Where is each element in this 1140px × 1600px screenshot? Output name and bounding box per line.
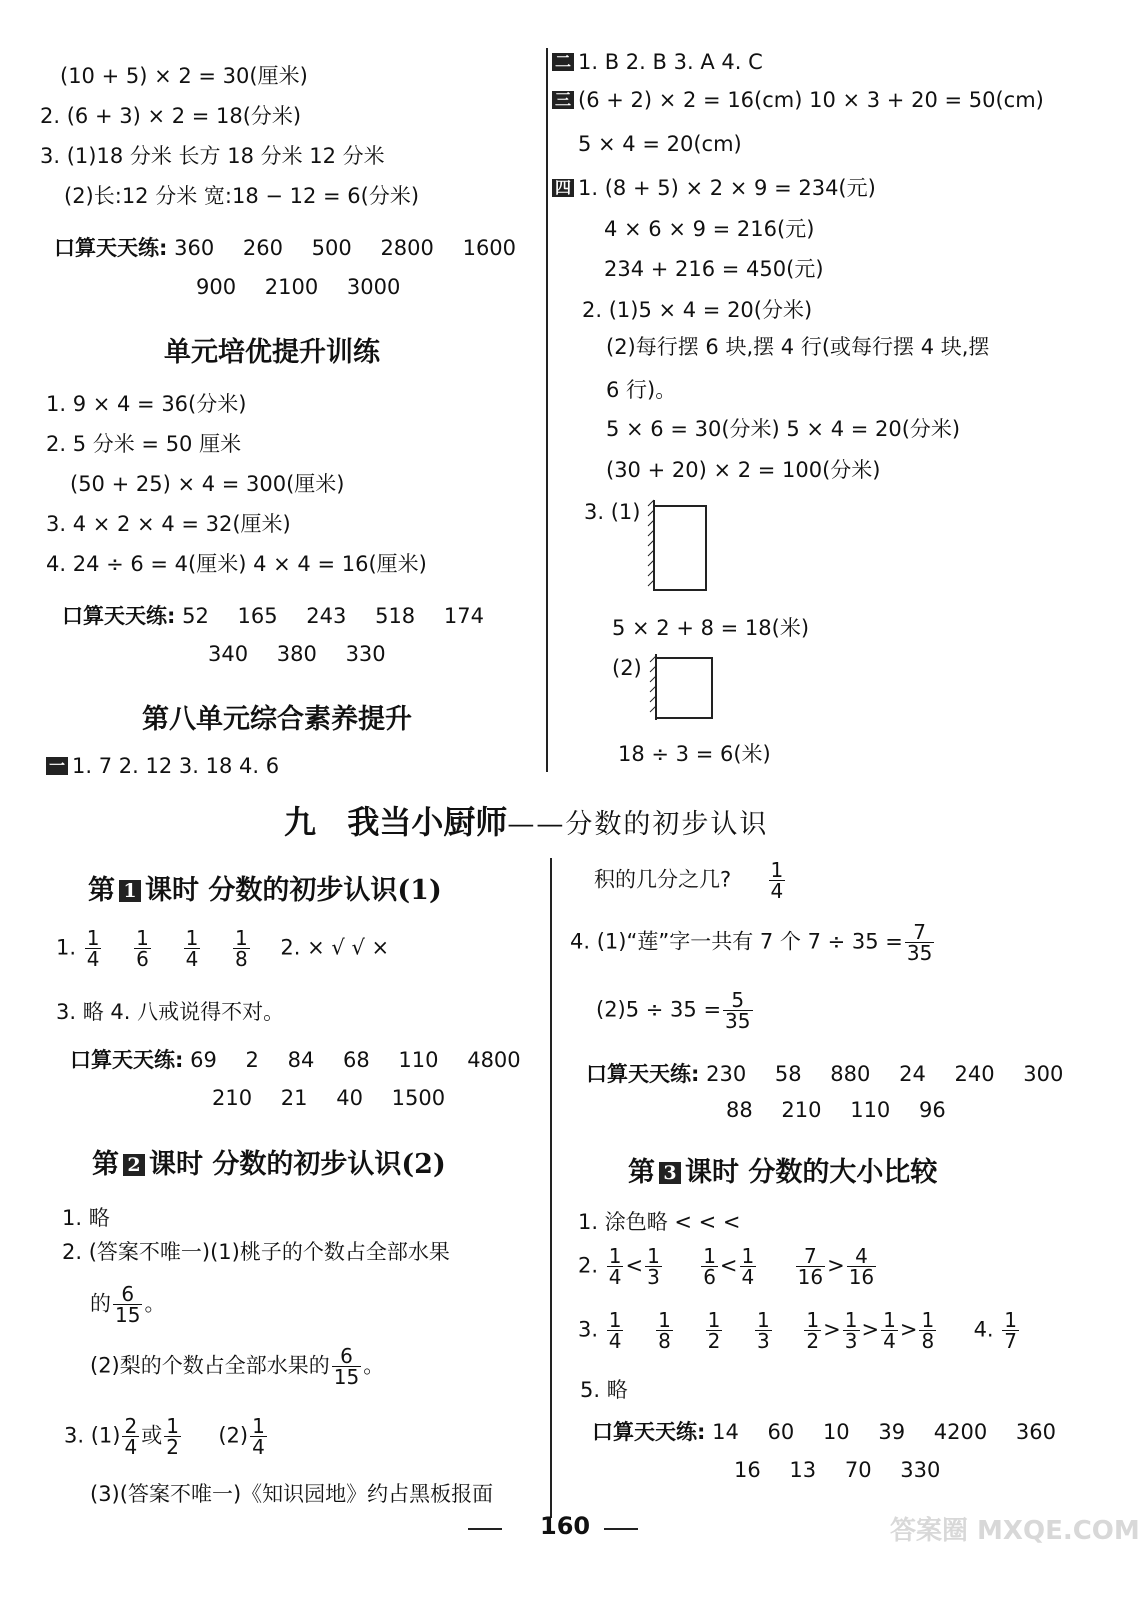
answer-text: (2) [218,1423,249,1448]
answer-line [552,88,1044,112]
answer-line: 4. 24 ÷ 6 = 4(厘米) 4 × 4 = 16(厘米) [46,552,427,576]
oral-practice-row [212,1086,445,1110]
answer-line: 1. 略 [62,1206,110,1230]
oral-practice-label: 口算天天练: [70,1048,184,1072]
oral-value: 2100 [264,275,319,299]
answer-text: 或 [141,1423,163,1448]
lesson-title-text: 第 [628,1157,655,1188]
oral-practice-row [208,642,386,666]
oral-value: 900 [196,275,237,299]
answer-line: 1. 9 × 4 = 36(分米) [46,392,247,416]
fraction: $\frac{1}{2}$ [707,1308,721,1353]
oral-practice-row [196,275,400,299]
fraction: $\frac{1}{4}$ [608,1244,622,1289]
oral-practice-label: 口算天天练: [592,1420,706,1444]
fraction: $\frac{1}{4}$ [252,1414,265,1459]
oral-value: 330 [900,1458,941,1482]
question-number: 2. [578,1253,599,1278]
oral-value: 210 [781,1098,822,1122]
answer-line: 3. (1)18 分米 长方 18 分米 12 分米 [40,144,385,168]
fraction: $\frac{1}{3}$ [757,1308,770,1353]
section-title: 单元培优提升训练 [164,337,380,368]
answer-line: (2)每行摆 6 块,摆 4 行(或每行摆 4 块,摆 [606,335,990,359]
comparison-sign: > [899,1317,918,1342]
lesson-title-text: 第 [88,875,115,906]
oral-practice-row [592,1416,1056,1446]
lesson-title [92,1142,446,1181]
comparison-sign: < [719,1253,738,1278]
square-diagram [642,652,722,724]
fraction: $\frac{1}{6}$ [136,926,149,971]
oral-practice-label: 口算天天练: [62,604,176,628]
answer-line: 5 × 2 + 8 = 18(米) [612,616,810,640]
answer-text: (6 + 2) × 2 = 16(cm) 10 × 3 + 20 = 50(cm) [578,88,1044,112]
answer-line: 6 行)。 [606,378,677,402]
answer-line: 3. (1) [584,500,641,524]
answer-line: (10 + 5) × 2 = 30(厘米) [60,64,308,88]
part-badge: 一 [46,757,68,775]
lesson-title-text: 课时 分数的初步认识(2) [149,1149,446,1180]
answer-line: 2. (答案不唯一)(1)桃子的个数占全部水果 [62,1240,450,1264]
answer-line [46,754,279,778]
fraction: $\frac{2}{4}$ [124,1414,138,1459]
unit-title [284,797,768,843]
unit-number: 九 [284,803,317,841]
oral-value: 110 [850,1098,891,1122]
lesson-number-badge: 1 [119,880,141,902]
oral-practice-row [586,1058,1063,1088]
fraction: $\frac{6}{15}$ [333,1344,360,1389]
oral-value: 243 [306,604,347,628]
answer-line [578,1246,878,1287]
fraction: $\frac{1}{8}$ [235,926,248,971]
lesson-title [88,868,442,907]
oral-value: 330 [345,642,386,666]
oral-value: 21 [280,1086,308,1110]
oral-value: 340 [208,642,249,666]
fraction: $\frac{1}{7}$ [1004,1308,1018,1353]
oral-value: 360 [1015,1420,1057,1444]
oral-value: 210 [212,1086,253,1110]
oral-value: 13 [789,1458,817,1482]
watermark: 答案圈 MXQE.COM [890,1516,1140,1546]
oral-value: 518 [375,604,416,628]
question-number: 3. [578,1317,599,1342]
oral-practice-row [62,600,484,630]
oral-value: 40 [336,1086,363,1110]
fraction: $\frac{1}{4}$ [608,1308,622,1353]
column-divider [546,48,548,772]
fraction: $\frac{1}{4}$ [185,926,199,971]
answer-line: 5 × 4 = 20(cm) [578,132,742,156]
fraction: $\frac{1}{8}$ [658,1308,671,1353]
question-number: 1. [56,935,77,960]
answer-line [594,860,787,901]
lesson-number-badge: 2 [123,1154,145,1176]
answer-line: 3. 4 × 2 × 4 = 32(厘米) [46,512,291,536]
oral-value: 880 [830,1062,871,1086]
oral-value: 240 [954,1062,995,1086]
answer-line [552,50,763,74]
oral-value: 39 [878,1420,906,1444]
comparison-sign: > [827,1253,845,1278]
answer-line: 2. (1)5 × 4 = 20(分米) [582,298,813,322]
lesson-number-badge: 3 [659,1162,681,1184]
unit-subtitle: ——分数的初步认识 [507,809,769,840]
oral-value: 84 [287,1048,315,1072]
section-title: 第八单元综合素养提升 [142,704,412,735]
oral-value: 52 [182,604,209,628]
oral-value: 58 [774,1062,802,1086]
comparison-sign: < [625,1253,644,1278]
oral-value: 174 [443,604,484,628]
oral-value: 165 [237,604,278,628]
oral-value: 88 [726,1098,753,1122]
fraction: $\frac{1}{8}$ [921,1308,935,1353]
answer-text: 。 [144,1291,166,1316]
answer-line: 4 × 6 × 9 = 216(元) [604,217,815,241]
oral-value: 68 [343,1048,370,1072]
answer-line [90,1346,384,1387]
oral-value: 1600 [462,236,517,260]
oral-practice-row [726,1098,946,1122]
oral-practice-row [70,1044,521,1074]
answer-line: 1. 涂色略 < < < [578,1210,741,1234]
fraction: $\frac{1}{4}$ [741,1244,755,1289]
unit-main-title: 我当小厨师 [347,803,508,841]
answer-line: (3)(答案不唯一)《知识园地》约占黑板报面 [90,1482,494,1506]
answer-line: 5. 略 [580,1378,628,1402]
fraction: $\frac{7}{16}$ [797,1244,824,1289]
oral-value: 230 [706,1062,747,1086]
oral-practice-label: 口算天天练: [54,236,168,260]
answer-line [596,990,755,1031]
part-badge: 二 [552,53,574,71]
answer-text: 2. × √ √ × [280,935,390,960]
answer-text: 1. (8 + 5) × 2 × 9 = 234(元) [578,176,876,200]
page-number-dash [604,1528,638,1530]
fraction: $\frac{7}{35}$ [906,920,933,965]
question-number: 4. [973,1317,994,1342]
oral-value: 260 [242,236,283,260]
oral-practice-row [54,232,516,262]
answer-text: 积的几分之几? [594,867,732,892]
oral-value: 3000 [346,275,401,299]
oral-practice-row [734,1458,940,1482]
oral-value: 110 [398,1048,439,1072]
oral-value: 4200 [933,1420,988,1444]
answer-text: 1. B 2. B 3. A 4. C [578,50,763,74]
fraction: $\frac{1}{4}$ [770,858,784,903]
answer-line: 2. 5 分米 = 50 厘米 [46,432,242,456]
oral-value: 4800 [467,1048,521,1072]
answer-line: 2. (6 + 3) × 2 = 18(分米) [40,104,302,128]
fraction: $\frac{1}{4}$ [86,926,100,971]
answer-line [552,172,876,202]
oral-value: 2 [245,1048,259,1072]
answer-text: 。 [363,1353,385,1378]
lesson-title-text: 课时 分数的初步认识(1) [145,875,442,906]
oral-value: 500 [311,236,352,260]
answer-text: (2)梨的个数占全部水果的 [90,1353,330,1378]
lesson-title-text: 第 [92,1149,119,1180]
answer-line: (50 + 25) × 4 = 300(厘米) [70,472,345,496]
oral-value: 60 [767,1420,795,1444]
answer-line: 5 × 6 = 30(分米) 5 × 4 = 20(分米) [606,417,961,441]
fraction: $\frac{4}{16}$ [848,1244,875,1289]
oral-value: 2800 [380,236,434,260]
answer-line [64,1416,269,1457]
answer-line [56,928,389,969]
part-badge: 三 [552,91,574,109]
oral-value: 24 [899,1062,926,1086]
fraction: $\frac{1}{3}$ [844,1308,858,1353]
fraction: $\frac{1}{2}$ [166,1414,179,1459]
answer-text: 1. 7 2. 12 3. 18 4. 6 [72,754,280,778]
oral-value: 16 [734,1458,761,1482]
answer-line [570,922,936,963]
answer-line: 18 ÷ 3 = 6(米) [618,742,771,766]
answer-line: (2) [612,656,642,680]
oral-value: 1500 [391,1086,446,1110]
answer-line: (30 + 20) × 2 = 100(分米) [606,458,881,482]
column-divider [550,858,552,1518]
answer-line: 234 + 216 = 450(元) [604,257,824,281]
fraction: $\frac{6}{15}$ [115,1282,141,1327]
page-number: 160 [540,1512,591,1540]
answer-text: 的 [90,1291,111,1316]
oral-value: 360 [174,236,215,260]
fraction: $\frac{5}{35}$ [725,988,751,1033]
oral-value: 96 [918,1098,946,1122]
oral-practice-label: 口算天天练: [586,1062,700,1086]
oral-value: 14 [712,1420,739,1444]
fraction: $\frac{1}{6}$ [703,1244,716,1289]
answer-line: (2)长:12 分米 宽:18 − 12 = 6(分米) [64,184,420,208]
answer-line: 3. 略 4. 八戒说得不对。 [56,1000,285,1024]
fraction: $\frac{1}{3}$ [647,1244,660,1289]
oral-value: 300 [1023,1062,1064,1086]
part-badge: 四 [552,179,574,197]
answer-text: (2)5 ÷ 35 = [596,997,722,1022]
lesson-title [628,1150,937,1189]
oral-value: 69 [190,1048,217,1072]
oral-value: 70 [844,1458,872,1482]
answer-text: 3. (1) [64,1423,121,1448]
rectangle-diagram [640,496,720,596]
answer-line [578,1310,1021,1351]
oral-value: 380 [276,642,317,666]
fraction: $\frac{1}{4}$ [883,1308,896,1353]
answer-line [90,1284,165,1325]
oral-value: 10 [822,1420,850,1444]
comparison-sign: > [861,1317,880,1342]
page-number-dash [468,1528,502,1530]
lesson-title-text: 课时 分数的大小比较 [685,1157,938,1188]
fraction: $\frac{1}{2}$ [806,1308,820,1353]
answer-text: 4. (1)“莲”字一共有 7 个 7 ÷ 35 = [570,929,903,954]
comparison-sign: > [823,1317,841,1342]
